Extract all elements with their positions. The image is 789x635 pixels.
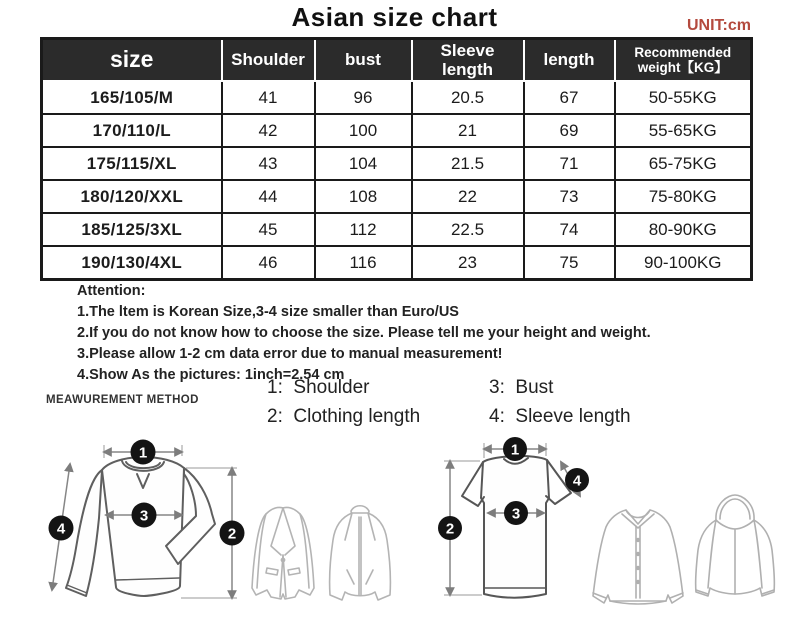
bust-cell: 116 [315, 246, 412, 280]
marker-1-shoulder: 1 [138, 444, 148, 462]
length-cell: 67 [524, 81, 615, 114]
shoulder-cell: 45 [222, 213, 315, 246]
attention-heading: Attention: [77, 283, 146, 299]
header-length: length [524, 39, 615, 82]
shoulder-cell: 41 [222, 81, 315, 114]
length-cell: 69 [524, 114, 615, 147]
sleeve-cell: 21.5 [412, 147, 524, 180]
attention-note-3: 3.Please allow 1-2 cm data error due to manual measurement! [77, 346, 503, 362]
shoulder-cell: 44 [222, 180, 315, 213]
weight-cell: 90-100KG [615, 246, 752, 280]
attention-note-1: 1.The ltem is Korean Size,3-4 size smaller than Euro/US [77, 304, 459, 320]
table-header-row [42, 39, 752, 82]
measurement-legend [267, 377, 631, 435]
attention-notes [77, 281, 651, 386]
measurement-method-heading: MEAWUREMENT METHOD [46, 394, 199, 406]
size-table [40, 37, 753, 281]
weight-cell: 65-75KG [615, 147, 752, 180]
size-cell: 185/125/3XL [42, 213, 222, 246]
bust-cell: 104 [315, 147, 412, 180]
table-row [42, 114, 752, 147]
unit-label: UNIT:cm [686, 17, 751, 34]
blazer-icon [243, 498, 323, 610]
header-size: size [42, 39, 222, 82]
button-shirt-icon [582, 496, 694, 616]
bust-cell: 96 [315, 81, 412, 114]
length-cell: 75 [524, 246, 615, 280]
sweater-measurement-illustration [36, 436, 254, 634]
weight-cell: 55-65KG [615, 114, 752, 147]
sleeve-cell: 23 [412, 246, 524, 280]
table-row [42, 81, 752, 114]
bust-cell: 108 [315, 180, 412, 213]
length-cell: 71 [524, 147, 615, 180]
weight-cell: 50-55KG [615, 81, 752, 114]
marker-4-sleeve: 4 [56, 520, 66, 538]
attention-note-2: 2.If you do not know how to choose the size. Please tell me your height and weight. [77, 325, 651, 341]
size-cell: 165/105/M [42, 81, 222, 114]
size-cell: 175/115/XL [42, 147, 222, 180]
bust-cell: 100 [315, 114, 412, 147]
header-recommended-weight: Recommended weight【KG】 [615, 39, 752, 82]
button-shirt-illustration [582, 496, 694, 616]
size-cell: 180/120/XXL [42, 180, 222, 213]
shoulder-cell: 42 [222, 114, 315, 147]
marker-2-length: 2 [445, 520, 455, 538]
zip-jacket-icon [319, 498, 401, 610]
header-bust: bust [315, 39, 412, 82]
marker-3-bust: 3 [139, 507, 149, 525]
table-row [42, 147, 752, 180]
hoodie-illustration [686, 490, 784, 614]
marker-4-sleeve: 4 [572, 472, 582, 490]
marker-2-length: 2 [227, 525, 237, 543]
marker-1-shoulder: 1 [510, 441, 520, 459]
legend-clothing-length: 2: Clothing length [267, 406, 421, 427]
tshirt-measurement-illustration [424, 436, 606, 614]
zip-jacket-illustration [319, 498, 401, 610]
weight-cell: 75-80KG [615, 180, 752, 213]
tshirt-icon [424, 436, 606, 614]
sleeve-cell: 21 [412, 114, 524, 147]
marker-3-bust: 3 [511, 505, 521, 523]
length-cell: 74 [524, 213, 615, 246]
sleeve-cell: 22.5 [412, 213, 524, 246]
hoodie-icon [686, 490, 784, 614]
legend-shoulder: 1: Shoulder [267, 377, 370, 398]
sweater-icon [36, 436, 254, 634]
table-row [42, 180, 752, 213]
size-cell: 190/130/4XL [42, 246, 222, 280]
attention-note-4: 4.Show As the pictures: 1inch=2.54 cm [77, 367, 345, 383]
sleeve-cell: 20.5 [412, 81, 524, 114]
size-cell: 170/110/L [42, 114, 222, 147]
table-row [42, 213, 752, 246]
blazer-illustration [243, 498, 323, 610]
bust-cell: 112 [315, 213, 412, 246]
weight-cell: 80-90KG [615, 213, 752, 246]
page-title: Asian size chart [291, 2, 498, 32]
legend-bust: 3: Bust [489, 377, 554, 398]
table-row [42, 246, 752, 280]
header-shoulder: Shoulder [222, 39, 315, 82]
length-cell: 73 [524, 180, 615, 213]
shoulder-cell: 43 [222, 147, 315, 180]
legend-sleeve-length: 4: Sleeve length [489, 406, 631, 427]
header-sleeve-length: Sleeve length [412, 39, 524, 82]
sleeve-cell: 22 [412, 180, 524, 213]
shoulder-cell: 46 [222, 246, 315, 280]
